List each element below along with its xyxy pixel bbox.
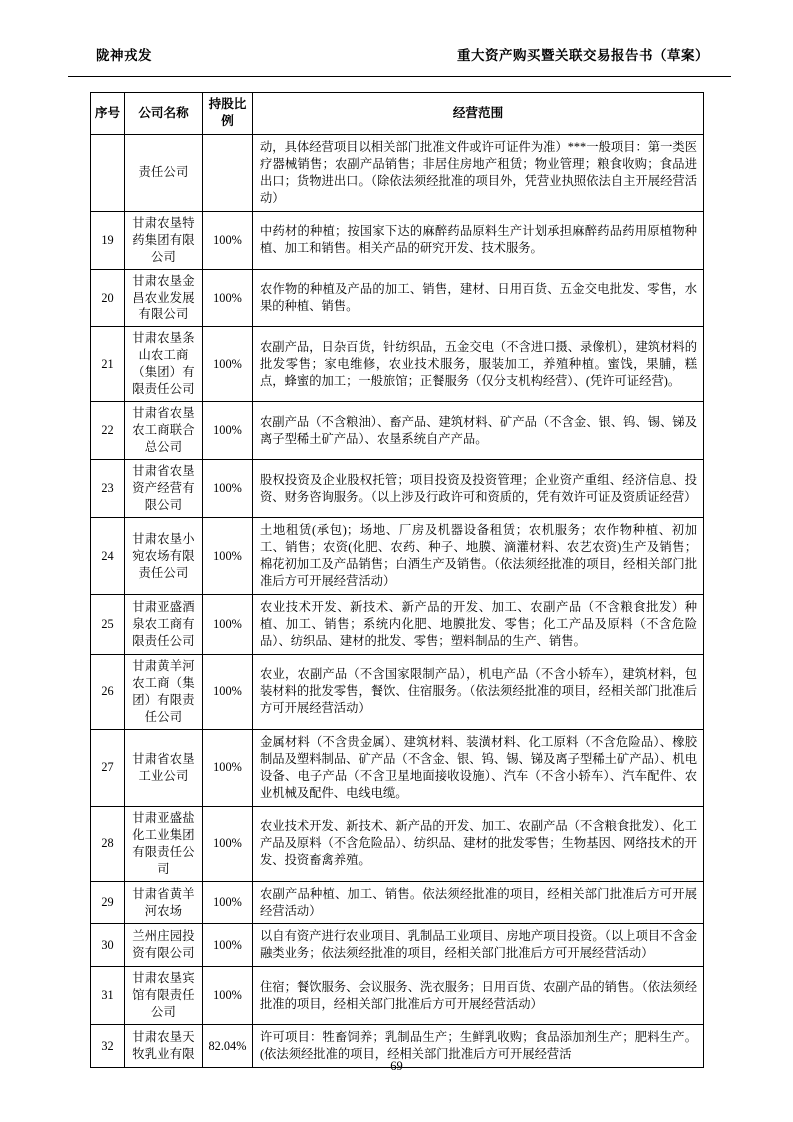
cell-index: 30 bbox=[91, 924, 125, 967]
cell-business-scope: 农业技术开发、新技术、新产品的开发、加工、农副产品（不含粮食批发）、化工产品及原料（不含危险品）、纺织品、建材的批发零售；生物基因、网络技术的开发、投资畜禽养殖。 bbox=[253, 806, 704, 881]
table-row bbox=[91, 269, 704, 327]
table-row bbox=[91, 881, 704, 924]
cell-company-name: 甘肃农垦条山农工商（集团）有限责任公司 bbox=[125, 327, 203, 402]
cell-business-scope: 土地租赁(承包)；场地、厂房及机器设备租赁；农机服务；农作物种植、初加工、销售；农资(化肥、农药、种子、地膜、滴灌材料、农艺农资)生产及销售；棉花初加工及产品销售；白酒生产及销售。（依法须经批准的项目，经相关部门批准后方可开展经营活动） bbox=[253, 518, 704, 595]
table-row bbox=[91, 460, 704, 518]
cell-business-scope: 金属材料（不含贵金属）、建筑材料、装潢材料、化工原料（不含危险品）、橡胶制品及塑料制品、矿产品（不含金、银、钨、锡、锑及离子型稀土矿产品）、机电设备、电子产品（不含卫星地面接收设施）、汽车（不含小轿车）、汽车配件、农业机械及配件、电线电缆。 bbox=[253, 729, 704, 806]
cell-index: 29 bbox=[91, 881, 125, 924]
cell-shareholding: 100% bbox=[203, 806, 253, 881]
cell-business-scope: 农副产品种植、加工、销售。依法须经批准的项目，经相关部门批准后方可开展经营活动） bbox=[253, 881, 704, 924]
cell-company-name: 甘肃省农垦资产经营有限公司 bbox=[125, 460, 203, 518]
column-header-business-scope: 经营范围 bbox=[253, 93, 704, 135]
cell-shareholding: 82.04% bbox=[203, 1025, 253, 1068]
cell-business-scope: 中药材的种植；按国家下达的麻醉药品原料生产计划承担麻醉药品药用原植物种植、加工和销售。相关产品的研究开发、技术服务。 bbox=[253, 211, 704, 269]
table-row bbox=[91, 654, 704, 729]
cell-index: 26 bbox=[91, 654, 125, 729]
cell-shareholding: 100% bbox=[203, 729, 253, 806]
cell-company-name: 甘肃农垦天牧乳业有限 bbox=[125, 1025, 203, 1068]
cell-company-name: 甘肃农垦小宛农场有限责任公司 bbox=[125, 518, 203, 595]
table-row bbox=[91, 806, 704, 881]
cell-business-scope: 动，具体经营项目以相关部门批准文件或许可证件为准）***一般项目：第一类医疗器械销售；农副产品销售；非居住房地产租赁；物业管理；粮食收购；食品进出口；货物进出口。（除依法须经批准的项目外，凭营业执照依法自主开展经营活动） bbox=[253, 134, 704, 211]
cell-company-name: 甘肃省农垦农工商联合总公司 bbox=[125, 402, 203, 460]
cell-index: 24 bbox=[91, 518, 125, 595]
cell-shareholding: 100% bbox=[203, 967, 253, 1025]
table-header-row bbox=[91, 93, 704, 135]
table-row bbox=[91, 924, 704, 967]
cell-shareholding: 100% bbox=[203, 654, 253, 729]
cell-company-name: 甘肃黄羊河农工商（集团）有限责任公司 bbox=[125, 654, 203, 729]
cell-company-name: 甘肃农垦宾馆有限责任公司 bbox=[125, 967, 203, 1025]
cell-shareholding: 100% bbox=[203, 595, 253, 655]
page-number: 69 bbox=[390, 1059, 403, 1073]
cell-company-name: 甘肃省黄羊河农场 bbox=[125, 881, 203, 924]
cell-index: 27 bbox=[91, 729, 125, 806]
cell-company-name: 兰州庄园投资有限公司 bbox=[125, 924, 203, 967]
cell-index: 32 bbox=[91, 1025, 125, 1068]
cell-business-scope: 以自有资产进行农业项目、乳制品工业项目、房地产项目投资。（以上项目不含金融类业务；依法须经批准的项目，经相关部门批准后方可开展经营活动） bbox=[253, 924, 704, 967]
cell-shareholding: 100% bbox=[203, 327, 253, 402]
cell-shareholding: 100% bbox=[203, 924, 253, 967]
cell-shareholding: 100% bbox=[203, 402, 253, 460]
cell-business-scope: 股权投资及企业股权托管；项目投资及投资管理；企业资产重组、经济信息、投资、财务咨询服务。（以上涉及行政许可和资质的，凭有效许可证及资质证经营） bbox=[253, 460, 704, 518]
cell-index: 25 bbox=[91, 595, 125, 655]
table-row bbox=[91, 402, 704, 460]
cell-company-name: 甘肃农垦特药集团有限公司 bbox=[125, 211, 203, 269]
header-right-title: 重大资产购买暨关联交易报告书（草案） bbox=[457, 48, 709, 63]
cell-index: 22 bbox=[91, 402, 125, 460]
header-divider bbox=[68, 76, 731, 77]
header-left-title: 陇神戎发 bbox=[96, 48, 152, 63]
cell-shareholding: 100% bbox=[203, 269, 253, 327]
table-row bbox=[91, 134, 704, 211]
column-header-company-name: 公司名称 bbox=[125, 93, 203, 135]
cell-index: 20 bbox=[91, 269, 125, 327]
cell-business-scope: 许可项目：牲畜饲养；乳制品生产；生鲜乳收购；食品添加剂生产；肥料生产。(依法须经批准的项目，经相关部门批准后方可开展经营活 bbox=[253, 1025, 704, 1068]
cell-business-scope: 农副产品（不含粮油）、畜产品、建筑材料、矿产品（不含金、银、钨、锡、锑及离子型稀土矿产品）、农垦系统自产产品。 bbox=[253, 402, 704, 460]
cell-index: 19 bbox=[91, 211, 125, 269]
column-header-index: 序号 bbox=[91, 93, 125, 135]
cell-business-scope: 农业技术开发、新技术、新产品的开发、加工、农副产品（不含粮食批发）种植、加工、销售；系统内化肥、地膜批发、零售；化工产品及原料（不含危险品）、纺织品、建材的批发、零售；塑料制品的生产、销售。 bbox=[253, 595, 704, 655]
cell-business-scope: 农副产品，日杂百货，针纺织品，五金交电（不含进口摄、录像机），建筑材料的批发零售；家电维修，农业技术服务，服装加工，养殖种植。蜜饯，果脯，糕点，蜂蜜的加工；一般旅馆；正餐服务（仅分支机构经营）、(凭许可证经营)。 bbox=[253, 327, 704, 402]
cell-business-scope: 农业，农副产品（不含国家限制产品），机电产品（不含小轿车），建筑材料，包装材料的批发零售，餐饮、住宿服务。（依法须经批准的项目，经相关部门批准后方可开展经营活动） bbox=[253, 654, 704, 729]
cell-index: 21 bbox=[91, 327, 125, 402]
subsidiaries-table-wrapper bbox=[90, 92, 703, 1068]
table-row bbox=[91, 518, 704, 595]
cell-shareholding: 100% bbox=[203, 460, 253, 518]
cell-business-scope: 农作物的种植及产品的加工、销售，建材、日用百货、五金交电批发、零售，水果的种植、销售。 bbox=[253, 269, 704, 327]
subsidiaries-table bbox=[90, 92, 704, 1068]
cell-company-name: 责任公司 bbox=[125, 134, 203, 211]
table-row bbox=[91, 327, 704, 402]
cell-company-name: 甘肃省农垦工业公司 bbox=[125, 729, 203, 806]
cell-company-name: 甘肃农垦金昌农业发展有限公司 bbox=[125, 269, 203, 327]
column-header-shareholding: 持股比例 bbox=[203, 93, 253, 135]
table-row bbox=[91, 967, 704, 1025]
table-row bbox=[91, 729, 704, 806]
table-row bbox=[91, 211, 704, 269]
cell-shareholding: 100% bbox=[203, 518, 253, 595]
cell-business-scope: 住宿；餐饮服务、会议服务、洗衣服务；日用百货、农副产品的销售。（依法须经批准的项目，经相关部门批准后方可开展经营活动） bbox=[253, 967, 704, 1025]
table-row bbox=[91, 595, 704, 655]
cell-index: 31 bbox=[91, 967, 125, 1025]
cell-index: 28 bbox=[91, 806, 125, 881]
cell-company-name: 甘肃亚盛酒泉农工商有限责任公司 bbox=[125, 595, 203, 655]
cell-shareholding: 100% bbox=[203, 881, 253, 924]
page-header bbox=[96, 44, 709, 64]
cell-shareholding bbox=[203, 134, 253, 211]
cell-index bbox=[91, 134, 125, 211]
cell-company-name: 甘肃亚盛盐化工业集团有限责任公司 bbox=[125, 806, 203, 881]
cell-index: 23 bbox=[91, 460, 125, 518]
cell-shareholding: 100% bbox=[203, 211, 253, 269]
